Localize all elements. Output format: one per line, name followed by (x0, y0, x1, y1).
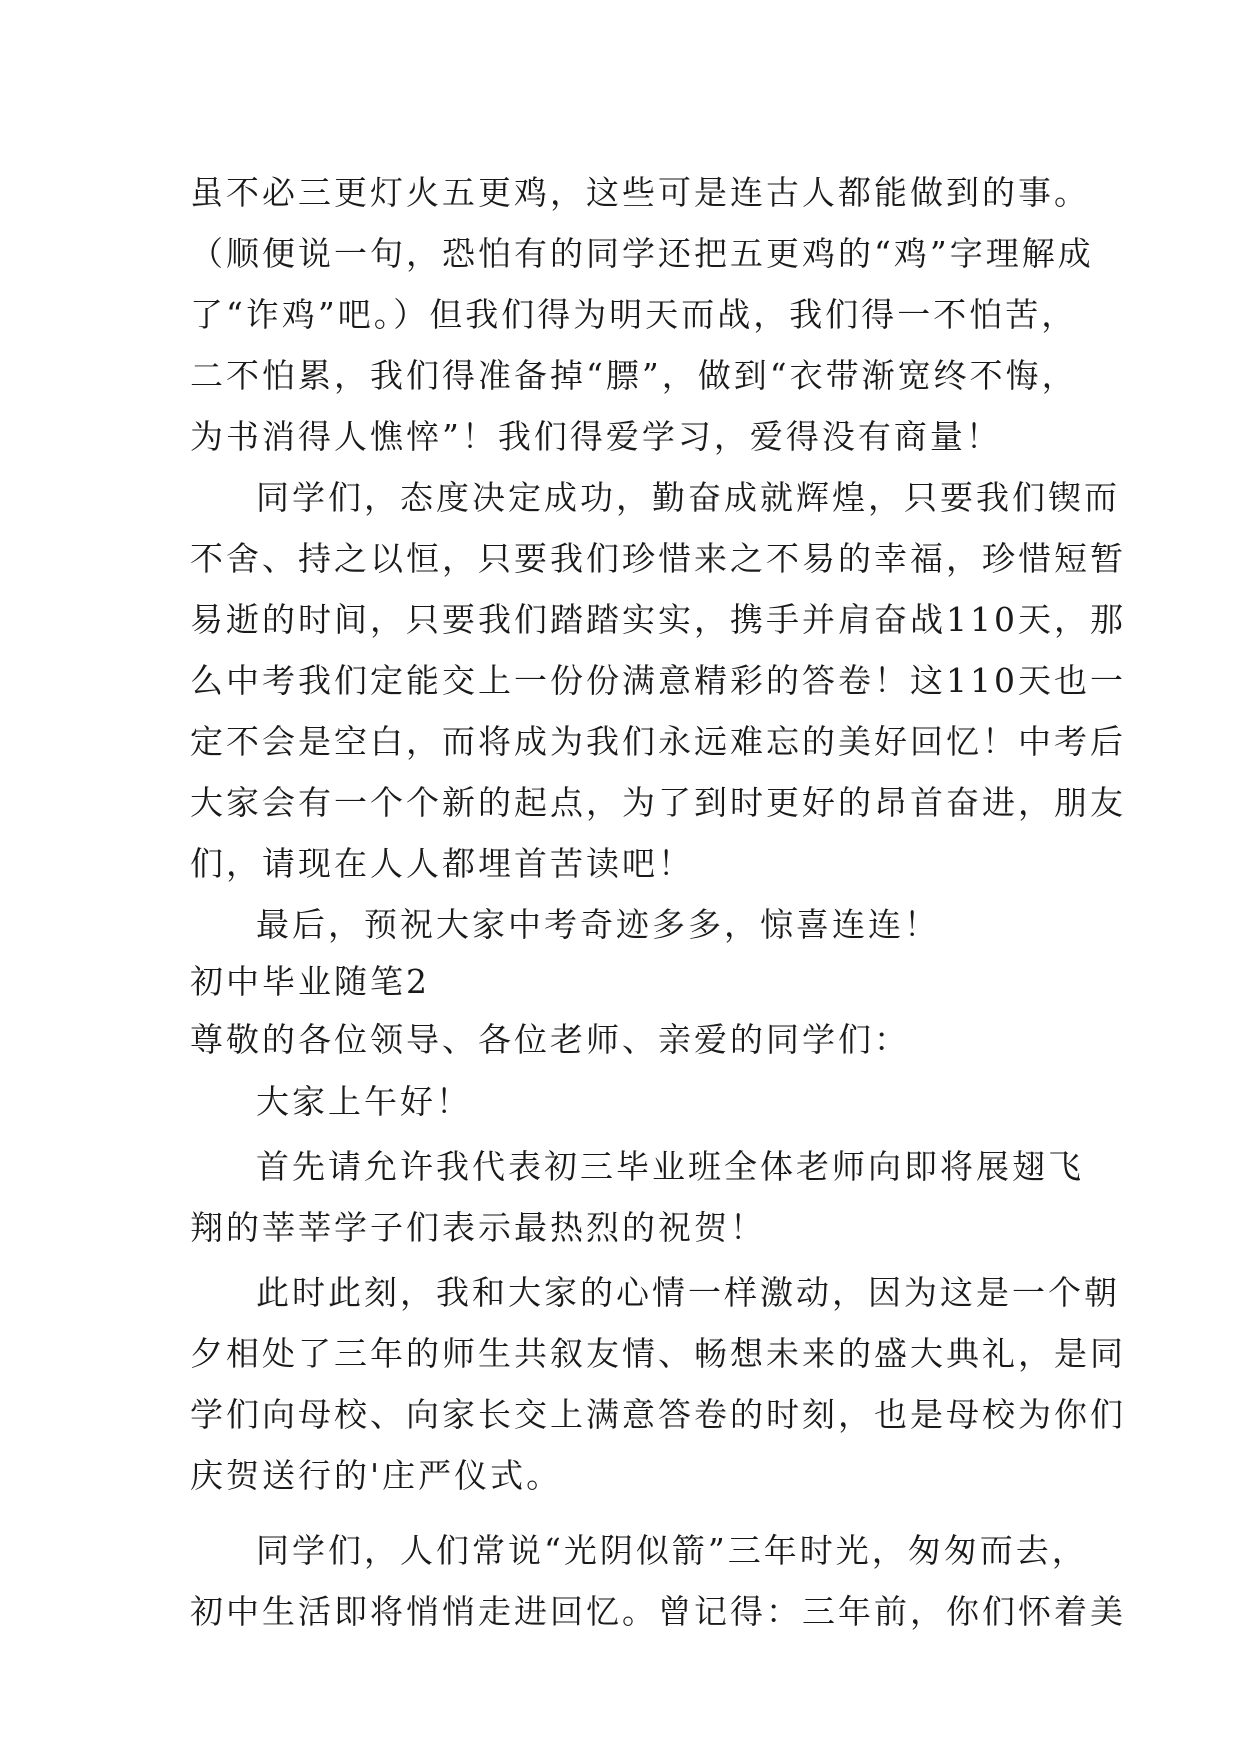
text-line: 虽不必三更灯火五更鸡，这些可是连古人都能做到的事。 (190, 173, 1090, 212)
text-line: 了“诈鸡”吧。）但我们得为明天而战，我们得一不怕苦， (190, 295, 1078, 334)
text-line: 定不会是空白，而将成为我们永远难忘的美好回忆！中考后 (190, 722, 1126, 761)
text-line: 初中生活即将悄悄走进回忆。曾记得：三年前，你们怀着美 (190, 1592, 1126, 1631)
text-line: 不舍、持之以恒，只要我们珍惜来之不易的幸福，珍惜短暂 (190, 539, 1126, 578)
text-line: 么中考我们定能交上一份份满意精彩的答卷！这110天也一 (190, 661, 1126, 700)
section-title: 初中毕业随笔2 (190, 962, 430, 1001)
document-page (190, 162, 1126, 1642)
paragraph-start: 最后，预祝大家中考奇迹多多，惊喜连连！ (256, 905, 940, 944)
text-line: 为书消得人憔悴”！我们得爱学习，爱得没有商量！ (190, 417, 1002, 456)
greeting: 大家上午好！ (256, 1082, 472, 1121)
text-line: 大家会有一个个新的起点，为了到时更好的昂首奋进，朋友 (190, 783, 1126, 822)
text-line: 夕相处了三年的师生共叙友情、畅想未来的盛大典礼，是同 (190, 1334, 1126, 1373)
paragraph-start: 同学们，人们常说“光阴似箭”三年时光，匆匆而去， (256, 1531, 1088, 1570)
text-line: 二不怕累，我们得准备掉“膘”，做到“衣带渐宽终不悔， (190, 356, 1078, 395)
text-line: （顺便说一句，恐怕有的同学还把五更鸡的“鸡”字理解成 (190, 234, 1094, 273)
text-line: 们，请现在人人都埋首苦读吧！ (190, 844, 694, 883)
paragraph-start: 首先请允许我代表初三毕业班全体老师向即将展翅飞 (256, 1147, 1084, 1186)
text-line: 翔的莘莘学子们表示最热烈的祝贺！ (190, 1208, 766, 1247)
salutation: 尊敬的各位领导、各位老师、亲爱的同学们： (190, 1020, 910, 1059)
paragraph-start: 此时此刻，我和大家的心情一样激动，因为这是一个朝 (256, 1273, 1120, 1312)
text-line: 庆贺送行的'庄严仪式。 (190, 1456, 563, 1495)
paragraph-start: 同学们，态度决定成功，勤奋成就辉煌，只要我们锲而 (256, 478, 1120, 517)
text-line: 易逝的时间，只要我们踏踏实实，携手并肩奋战110天，那 (190, 600, 1126, 639)
text-line: 学们向母校、向家长交上满意答卷的时刻，也是母校为你们 (190, 1395, 1126, 1434)
